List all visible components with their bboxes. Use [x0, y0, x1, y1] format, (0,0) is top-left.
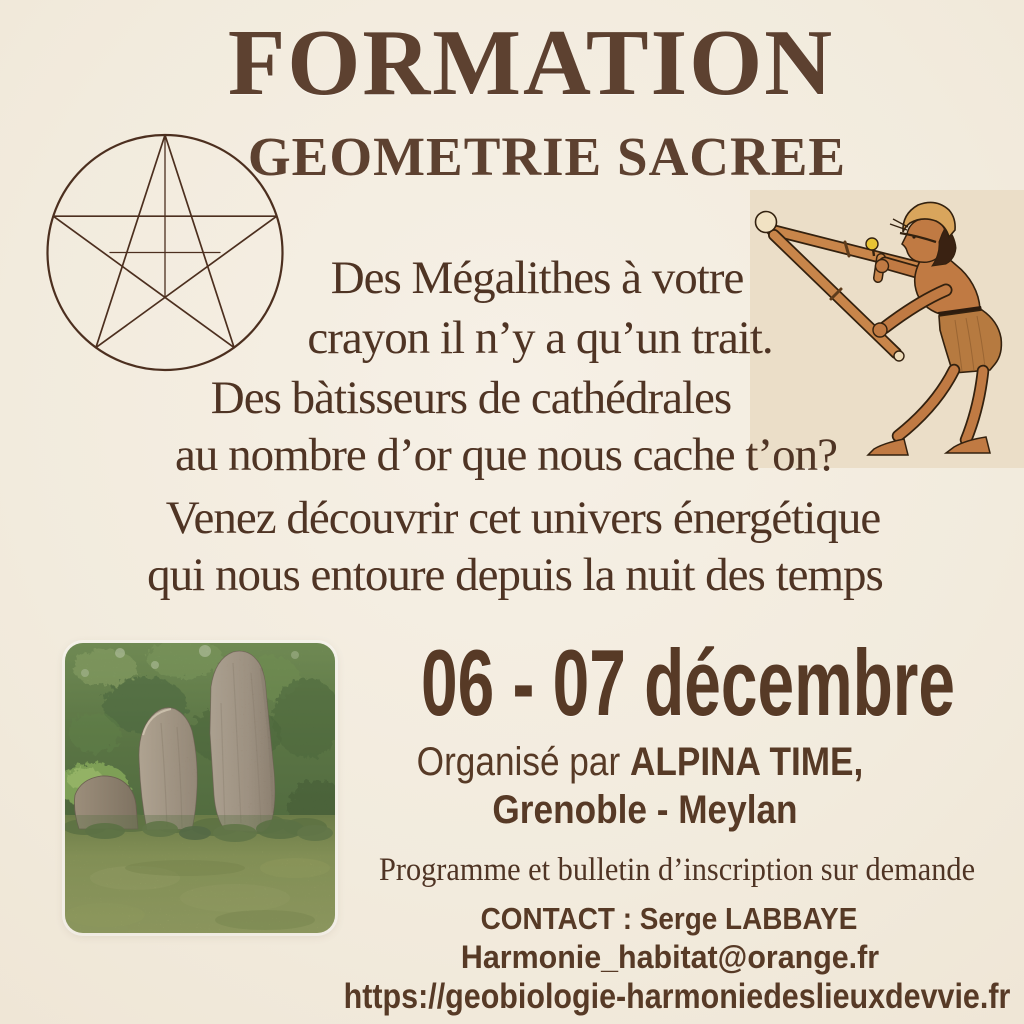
event-location: Grenoble - Meylan — [492, 788, 798, 832]
contact-label: CONTACT : Serge LABBAYE — [480, 901, 858, 936]
intro-line-3: Des bàtisseurs de cathédrales — [210, 372, 732, 424]
intro-line-4: au nombre d’or que nous cache t’on? — [175, 429, 837, 481]
intro-line-1: Des Mégalithes à votre — [330, 252, 744, 304]
organizer-prefix: Organisé par — [416, 740, 630, 784]
registration-info: Programme et bulletin d’inscription sur demande — [378, 852, 976, 888]
organizer-line — [189, 742, 1024, 782]
intro-line-2: crayon il n’y a qu’un trait. — [307, 312, 773, 364]
contact-email: Harmonie_habitat@orange.fr — [460, 939, 880, 975]
event-dates: 06 - 07 décembre — [420, 630, 956, 735]
intro-line-5: Venez découvrir cet univers énergétique — [165, 492, 881, 544]
contact-website: https://geobiologie-harmoniedeslieuxdevvie.fr — [343, 977, 1011, 1016]
page-subtitle: GEOMETRIE SACREE — [247, 126, 847, 187]
megaliths-photo — [65, 643, 335, 933]
organizer-name: ALPINA TIME, — [629, 740, 864, 784]
page-title: FORMATION — [227, 11, 835, 115]
intro-line-6: qui nous entoure depuis la nuit des temps — [147, 549, 883, 601]
